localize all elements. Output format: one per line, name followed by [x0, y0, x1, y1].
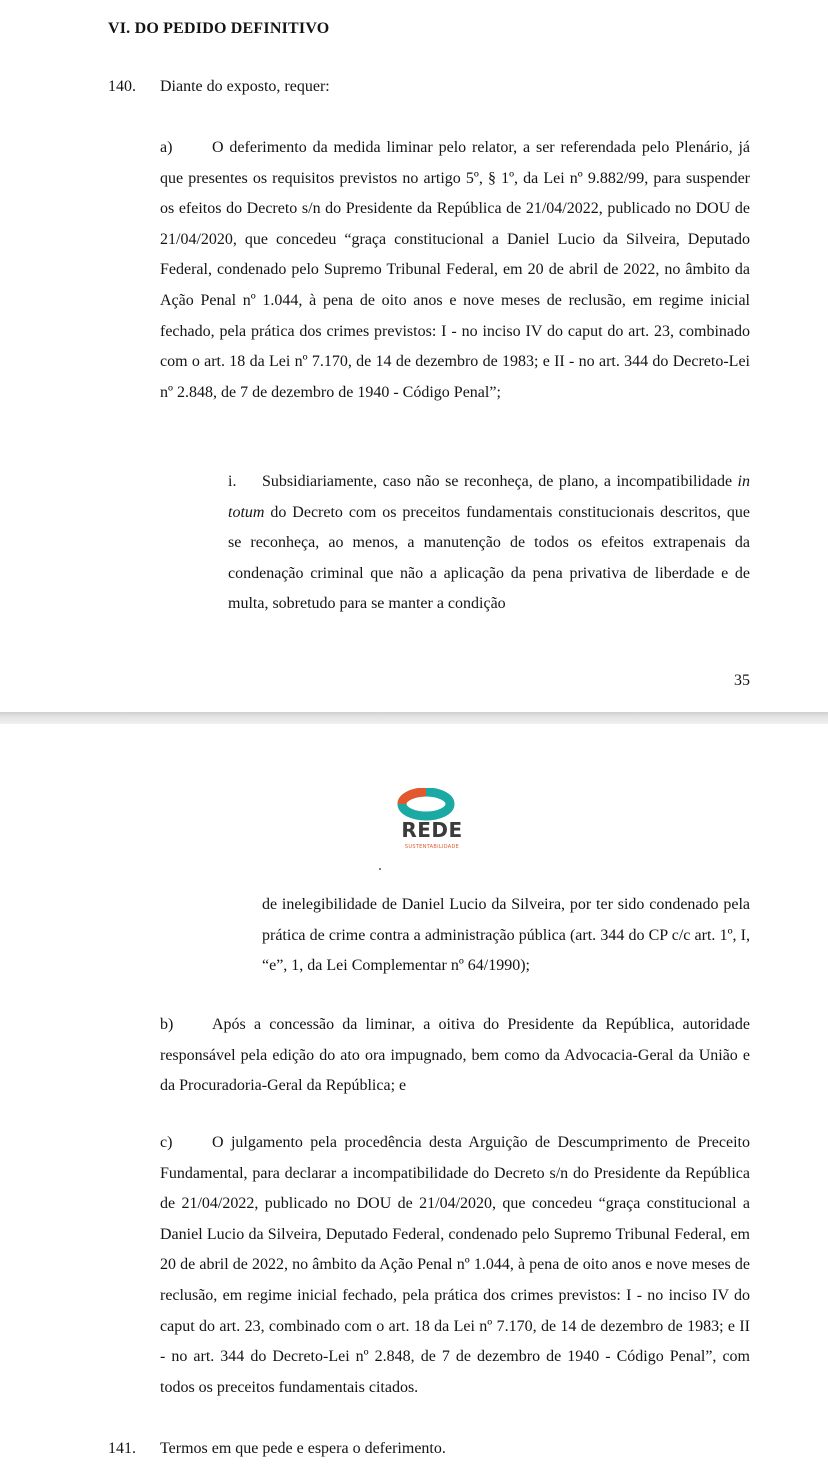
item-label: b) — [160, 1016, 174, 1033]
paragraph-number: 140. — [108, 78, 136, 95]
logo-wordmark: REDE — [401, 818, 463, 842]
document-page-35 — [0, 0, 828, 712]
rede-logo-icon — [392, 788, 472, 822]
item-label: i. — [228, 473, 237, 490]
item-label: a) — [160, 139, 173, 156]
item-text-after: do Decreto com os preceitos fundamentais constitucionais descritos, que se reconheça, ao menos, a manutenção de todos os efeitos extrapenais da condenação criminal que não a aplicação da pena privativa de liberdade e de multa, sobretudo para se manter a condição — [228, 503, 750, 613]
paragraph-text: Termos em que pede e espera o deferimento. — [160, 1440, 446, 1457]
page-separator — [0, 712, 828, 724]
latin-emphasis: in totum — [228, 473, 750, 521]
rede-logo — [392, 788, 472, 860]
item-text-before: Subsidiariamente, caso não se reconheça, de plano, a incompatibilidade — [262, 473, 738, 490]
paragraph-140 — [108, 78, 330, 96]
page-number: 35 — [734, 672, 750, 689]
paragraph-text: Diante do exposto, requer: — [160, 78, 330, 95]
item-text: O julgamento pela procedência desta Arguição de Descumprimento de Preceito Fundamental, para declarar a incompatibilidade do Decreto s/n do Presidente da República de 21/04/2022, publicado no DOU de 21/04/2020, que concedeu “graça constitucional a Daniel Lucio da Silveira, Deputado Federal, condenado pelo Supremo Tribunal Federal, em 20 de abril de 2022, no âmbito da Ação Penal nº 1.044, à pena de oito anos e nove meses de reclusão, em regime inicial fechado, pela prática dos crimes previstos: I - no inciso IV do caput do art. 23, combinado com o art. 18 da Lei nº 7.170, de 14 de dezembro de 1983; e II - no art. 344 do Decreto-Lei nº 2.848, de 7 de dezembro de 1940 - Código Penal”, com todos os preceitos fundamentais citados. — [160, 1134, 750, 1396]
logo-subtitle: SUSTENTABILIDADE — [404, 844, 460, 850]
item-text: O deferimento da medida liminar pelo relator, a ser referendada pelo Plenário, já que presentes os requisitos previstos no artigo 5º, § 1º, da Lei nº 9.882/99, para suspender os efeitos do Decreto s/n do Presidente da República de 21/04/2022, publicado no DOU de 21/04/2020, que concedeu “graça constitucional a Daniel Lucio da Silveira, Deputado Federal, condenado pelo Supremo Tribunal Federal, em 20 de abril de 2022, no âmbito da Ação Penal nº 1.044, à pena de oito anos e nove meses de reclusão, em regime inicial fechado, pela prática dos crimes previstos: I - no inciso IV do caput do art. 23, combinado com o art. 18 da Lei nº 7.170, de 14 de dezembro de 1983; e II - no art. 344 do Decreto-Lei nº 2.848, de 7 de dezembro de 1940 - Código Penal”; — [160, 139, 750, 401]
request-item-c — [160, 1128, 750, 1403]
paragraph-141 — [108, 1440, 446, 1458]
section-heading: VI. DO PEDIDO DEFINITIVO — [108, 20, 330, 37]
request-item-a — [160, 133, 750, 408]
sub-item-i — [228, 467, 750, 620]
request-item-b — [160, 1010, 750, 1102]
item-text: Após a concessão da liminar, a oitiva do Presidente da República, autoridade responsável pela edição do ato ora impugnado, bem como da Advocacia-Geral da União e da Procuradoria-Geral da República; e — [160, 1016, 750, 1095]
item-label: c) — [160, 1134, 173, 1151]
scan-dot — [379, 868, 381, 870]
paragraph-number: 141. — [108, 1440, 136, 1457]
sub-item-i-continued: de inelegibilidade de Daniel Lucio da Silveira, por ter sido condenado pela prática de crime contra a administração pública (art. 344 do CP c/c art. 1º, I, “e”, 1, da Lei Complementar nº 64/1990); — [262, 896, 750, 975]
document-page-36 — [0, 724, 828, 1480]
